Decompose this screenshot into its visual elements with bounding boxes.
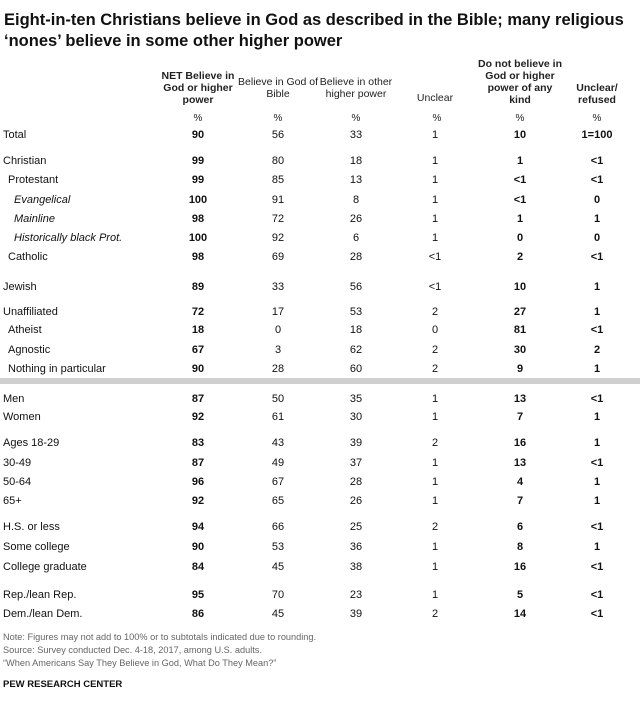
chart-title: Eight-in-ten Christians believe in God as described in the Bible; many religious ‘nones’ believe in some other higher power: [4, 11, 624, 50]
row-label: Unaffiliated: [3, 306, 58, 318]
table-cell: 0: [516, 232, 524, 244]
table-cell: 61: [271, 411, 285, 423]
table-row: [0, 324, 640, 340]
row-label: Total: [3, 129, 27, 141]
table-cell: <1: [590, 251, 604, 263]
table-cell: 8: [352, 194, 360, 206]
table-cell: 0: [274, 324, 282, 336]
table-cell: <1: [590, 324, 604, 336]
row-label: H.S. or less: [3, 521, 60, 533]
table-row: [0, 495, 640, 511]
col-header-net: NET Believe in God or higher power: [161, 70, 235, 106]
row-label: Rep./lean Rep.: [3, 589, 77, 601]
table-cell: 0: [431, 324, 439, 336]
table-cell: 92: [191, 495, 205, 507]
table-cell: 65: [271, 495, 285, 507]
table-cell: 25: [349, 521, 363, 533]
table-row: [0, 561, 640, 577]
table-cell: 33: [271, 281, 285, 293]
table-cell: 18: [349, 155, 363, 167]
table-cell: 45: [271, 608, 285, 620]
table-row: [0, 457, 640, 473]
table-row: [0, 155, 640, 171]
table-cell: 35: [349, 393, 363, 405]
table-cell: 10: [513, 281, 527, 293]
table-cell: 6: [352, 232, 360, 244]
table-cell: 56: [349, 281, 363, 293]
table-cell: 16: [513, 561, 527, 573]
table-cell: 92: [271, 232, 285, 244]
table-cell: <1: [428, 251, 442, 263]
table-cell: 37: [349, 457, 363, 469]
table-cell: 13: [513, 457, 527, 469]
table-cell: 3: [274, 344, 282, 356]
table-cell: 16: [513, 437, 527, 449]
table-cell: 53: [271, 541, 285, 553]
table-cell: 17: [271, 306, 285, 318]
table-cell: 1: [593, 495, 601, 507]
table-cell: 30: [513, 344, 527, 356]
table-cell: 13: [513, 393, 527, 405]
table-cell: 62: [349, 344, 363, 356]
table-row: [0, 521, 640, 537]
table-cell: 66: [271, 521, 285, 533]
table-cell: <1: [590, 393, 604, 405]
table-row: [0, 589, 640, 605]
table-cell: 5: [516, 589, 524, 601]
table-cell: 92: [191, 411, 205, 423]
table-cell: 1: [593, 213, 601, 225]
table-cell: 9: [516, 363, 524, 375]
table-cell: 36: [349, 541, 363, 553]
col-header-do-not-believe: Do not believe in God or higher power of any kind: [478, 58, 563, 106]
table-cell: 30: [349, 411, 363, 423]
row-label: Nothing in particular: [8, 363, 106, 375]
col-header-god-of-bible: Believe in God of Bible: [238, 76, 318, 100]
table-cell: 1: [516, 213, 524, 225]
table-cell: 14: [513, 608, 527, 620]
table-cell: 2: [431, 363, 439, 375]
row-label: 50-64: [3, 476, 32, 488]
table-cell: 90: [191, 541, 205, 553]
table-row: [0, 393, 640, 409]
table-cell: 1: [593, 281, 601, 293]
table-cell: 80: [271, 155, 285, 167]
table-row: [0, 251, 640, 267]
table-cell: 90: [191, 129, 205, 141]
table-cell: 1: [431, 232, 439, 244]
table-cell: 1: [431, 495, 439, 507]
table-cell: 72: [271, 213, 285, 225]
table-cell: 43: [271, 437, 285, 449]
table-cell: 81: [513, 324, 527, 336]
table-cell: 26: [349, 495, 363, 507]
footnote-source: Source: Survey conducted Dec. 4-18, 2017, among U.S. adults.: [3, 645, 262, 655]
table-cell: 23: [349, 589, 363, 601]
table-cell: 1: [431, 541, 439, 553]
table-cell: 33: [349, 129, 363, 141]
row-label: 65+: [3, 495, 22, 507]
organization-name: PEW RESEARCH CENTER: [3, 679, 123, 690]
table-cell: <1: [590, 608, 604, 620]
table-cell: <1: [428, 281, 442, 293]
footnote-note: Note: Figures may not add to 100% or to subtotals indicated due to rounding.: [3, 632, 317, 642]
table-cell: 86: [191, 608, 205, 620]
table-cell: 39: [349, 608, 363, 620]
table-row: [0, 306, 640, 322]
table-cell: 1: [431, 561, 439, 573]
table-cell: 4: [516, 476, 524, 488]
table-cell: 1: [431, 589, 439, 601]
table-cell: 56: [271, 129, 285, 141]
table-cell: 6: [516, 521, 524, 533]
row-label: Agnostic: [8, 344, 51, 356]
table-cell: 18: [349, 324, 363, 336]
table-cell: 91: [271, 194, 285, 206]
table-cell: 1: [431, 457, 439, 469]
unit-label: %: [432, 113, 442, 124]
table-row: [0, 608, 640, 624]
table-cell: 1: [593, 437, 601, 449]
table-cell: 1: [593, 476, 601, 488]
table-cell: 1: [593, 541, 601, 553]
unit-label: %: [592, 113, 602, 124]
table-cell: 100: [188, 194, 208, 206]
table-cell: 69: [271, 251, 285, 263]
table-cell: 18: [191, 324, 205, 336]
table-row: [0, 541, 640, 557]
table-cell: <1: [590, 457, 604, 469]
row-label: College graduate: [3, 561, 87, 573]
unit-label: %: [351, 113, 361, 124]
table-cell: <1: [590, 521, 604, 533]
table-cell: 1: [431, 174, 439, 186]
table-cell: 1: [593, 306, 601, 318]
table-cell: 2: [431, 306, 439, 318]
row-label: Atheist: [8, 324, 42, 336]
table-cell: 60: [349, 363, 363, 375]
table-cell: 26: [349, 213, 363, 225]
table-cell: 28: [349, 476, 363, 488]
table-cell: 2: [431, 521, 439, 533]
row-label: Historically black Prot.: [14, 232, 123, 244]
table-row: [0, 411, 640, 427]
table-row: [0, 344, 640, 360]
table-cell: 98: [191, 213, 205, 225]
table-cell: 1: [593, 411, 601, 423]
table-cell: 53: [349, 306, 363, 318]
table-cell: 100: [188, 232, 208, 244]
section-divider: [0, 378, 640, 384]
table-cell: 1: [431, 213, 439, 225]
row-label: Some college: [3, 541, 70, 553]
row-label: Mainline: [14, 213, 55, 225]
col-header-other-power: Believe in other higher power: [319, 76, 393, 100]
table-row: [0, 232, 640, 248]
col-header-unclear: Unclear: [416, 92, 454, 104]
table-cell: 1: [431, 393, 439, 405]
table-row: [0, 174, 640, 190]
table-cell: <1: [513, 194, 527, 206]
table-cell: 28: [271, 363, 285, 375]
unit-label: %: [515, 113, 525, 124]
table-cell: 96: [191, 476, 205, 488]
table-cell: 2: [516, 251, 524, 263]
table-cell: 87: [191, 457, 205, 469]
table-cell: 99: [191, 155, 205, 167]
table-row: [0, 194, 640, 210]
row-label: Men: [3, 393, 25, 405]
table-cell: 2: [431, 344, 439, 356]
table-cell: 7: [516, 411, 524, 423]
row-label: 30-49: [3, 457, 32, 469]
table-cell: 67: [191, 344, 205, 356]
table-row: [0, 281, 640, 297]
table-cell: 10: [513, 129, 527, 141]
table-cell: 94: [191, 521, 205, 533]
table-cell: <1: [590, 561, 604, 573]
table-cell: 27: [513, 306, 527, 318]
table-cell: <1: [590, 155, 604, 167]
table-cell: 1: [593, 363, 601, 375]
table-cell: 87: [191, 393, 205, 405]
table-cell: 13: [349, 174, 363, 186]
table-row: [0, 129, 640, 145]
unit-label: %: [273, 113, 283, 124]
table-cell: 72: [191, 306, 205, 318]
row-label: Protestant: [8, 174, 59, 186]
row-label: Jewish: [3, 281, 37, 293]
unit-label: %: [193, 113, 203, 124]
table-cell: 99: [191, 174, 205, 186]
table-cell: 2: [431, 437, 439, 449]
table-cell: 49: [271, 457, 285, 469]
table-cell: 0: [593, 194, 601, 206]
table-row: [0, 213, 640, 229]
row-label: Women: [3, 411, 41, 423]
table-cell: 1: [431, 155, 439, 167]
table-cell: 98: [191, 251, 205, 263]
row-label: Evangelical: [14, 194, 71, 206]
table-cell: 28: [349, 251, 363, 263]
table-cell: 38: [349, 561, 363, 573]
table-cell: 1: [431, 411, 439, 423]
table-cell: 95: [191, 589, 205, 601]
table-cell: <1: [590, 174, 604, 186]
table-cell: 39: [349, 437, 363, 449]
row-label: Ages 18-29: [3, 437, 60, 449]
table-cell: 1: [431, 476, 439, 488]
table-cell: 83: [191, 437, 205, 449]
table-cell: 50: [271, 393, 285, 405]
table-cell: <1: [590, 589, 604, 601]
table-cell: 89: [191, 281, 205, 293]
table-cell: 7: [516, 495, 524, 507]
table-cell: 2: [593, 344, 601, 356]
row-label: Christian: [3, 155, 47, 167]
table-cell: 84: [191, 561, 205, 573]
table-cell: 90: [191, 363, 205, 375]
table-row: [0, 476, 640, 492]
table-cell: 85: [271, 174, 285, 186]
table-cell: 1: [516, 155, 524, 167]
table-cell: 0: [593, 232, 601, 244]
table-cell: 45: [271, 561, 285, 573]
table-cell: 1: [431, 129, 439, 141]
table-cell: 70: [271, 589, 285, 601]
footnote-report-title: “When Americans Say They Believe in God, What Do They Mean?”: [3, 658, 277, 668]
row-label: Dem./lean Dem.: [3, 608, 83, 620]
table-row: [0, 437, 640, 453]
table-cell: 8: [516, 541, 524, 553]
table-row: [0, 363, 640, 379]
row-label: Catholic: [8, 251, 48, 263]
col-header-unclear-refused: Unclear/ refused: [576, 82, 618, 106]
table-cell: 1=100: [581, 129, 613, 141]
table-cell: 1: [431, 194, 439, 206]
table-cell: <1: [513, 174, 527, 186]
table-cell: 2: [431, 608, 439, 620]
table-cell: 67: [271, 476, 285, 488]
